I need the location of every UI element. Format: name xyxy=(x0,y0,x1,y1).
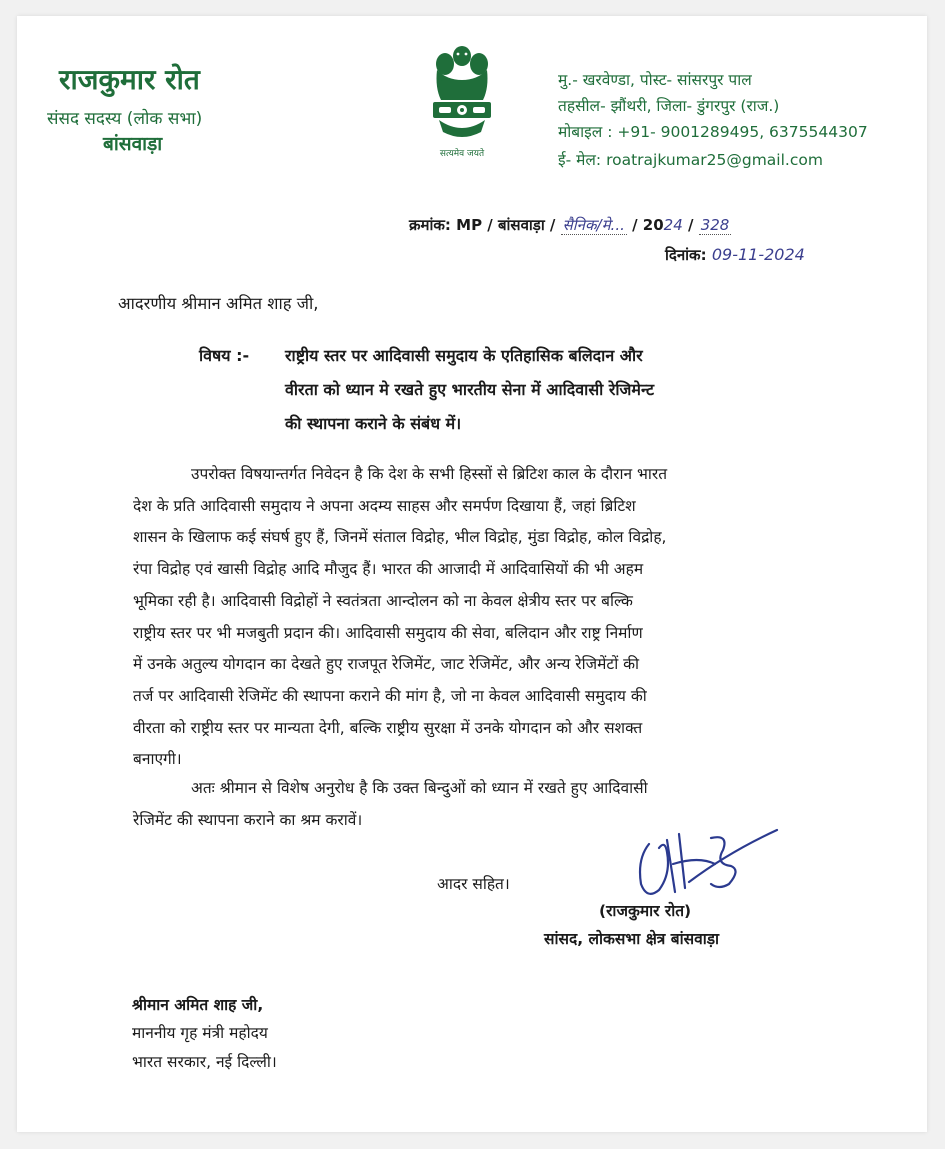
subject-line: वीरता को ध्यान मे रखते हुए भारतीय सेना में आदिवासी रेजिमेन्ट xyxy=(285,380,655,399)
date-label: दिनांक: xyxy=(665,246,707,264)
letterhead-address-line2: तहसील- झौंथरी, जिला- डुंगरपुर (राज.) xyxy=(558,97,780,115)
recipient-line: भारत सरकार, नई दिल्ली। xyxy=(132,1053,277,1071)
body-line: भूमिका रही है। आदिवासी विद्रोहों ने स्वतंत्रता आन्दोलन को ना केवल क्षेत्रीय स्तर पर बल्कि xyxy=(133,591,633,610)
reference-number-handwritten: 328 xyxy=(700,216,730,234)
letterhead-designation: संसद सदस्य (लोक सभा) xyxy=(47,109,203,129)
signer-title: सांसद, लोकसभा क्षेत्र बांसवाड़ा xyxy=(544,930,720,948)
letterhead-constituency: बांसवाड़ा xyxy=(103,133,163,155)
body-line: अतः श्रीमान से विशेष अनुरोध है कि उक्त बिन्दुओं को ध्यान में रखते हुए आदिवासी xyxy=(191,779,648,797)
subject-line: की स्थापना कराने के संबंध में। xyxy=(285,414,462,433)
email-label: ई- मेल: xyxy=(558,151,602,169)
date-handwritten: 09-11-2024 xyxy=(711,245,805,264)
handwritten-signature xyxy=(619,804,784,914)
body-line: बनाएगी। xyxy=(133,750,182,769)
letterhead-mobile xyxy=(558,120,868,142)
mobile-label: मोबाइल : xyxy=(558,123,613,141)
letterhead-email xyxy=(558,148,823,170)
letterhead-name: राजकुमार रोत xyxy=(59,63,200,96)
closing: आदर सहित। xyxy=(437,875,510,893)
subject-line: राष्ट्रीय स्तर पर आदिवासी समुदाय के एतिहासिक बलिदान और xyxy=(285,346,643,365)
email-address: roatrajkumar25@gmail.com xyxy=(606,151,823,169)
salutation: आदरणीय श्रीमान अमित शाह जी, xyxy=(118,294,319,313)
letter-date xyxy=(665,245,805,265)
reference-year-prefix: / 20 xyxy=(632,216,664,234)
recipient-line: श्रीमान अमित शाह जी, xyxy=(132,996,264,1014)
body-line: रेजिमेंट की स्थापना कराने का श्रम करावें। xyxy=(133,810,363,829)
reference-prefix: MP / बांसवाड़ा / xyxy=(456,216,556,234)
letterhead-address-line1: मु.- खरवेण्डा, पोस्ट- सांसरपुर पाल xyxy=(558,71,752,89)
body-paragraph-1 xyxy=(133,459,843,776)
letter-page xyxy=(17,16,927,1132)
reference-number: क्रमांक: MP / बांसवाड़ा / सैनिक/मे... / 2024 / 328 xyxy=(409,216,730,234)
body-line: राष्ट्रीय स्तर पर भी मजबुती प्रदान की। आदिवासी समुदाय की सेवा, बलिदान और राष्ट्र निर्माण xyxy=(133,623,643,642)
reference-year-handwritten: 24 xyxy=(663,216,683,234)
body-line: में उनके अतुल्य योगदान का देखते हुए राजपूत रेजिमेंट, जाट रेजिमेंट, और अन्य रेजिमेंटों की xyxy=(133,655,640,674)
emblem-motto: सत्यमेव जयते xyxy=(439,149,485,159)
recipient-line: माननीय गृह मंत्री महोदय xyxy=(132,1024,268,1042)
subject-label: विषय :- xyxy=(199,346,250,365)
mobile-number: +91- 9001289495, 6375544307 xyxy=(617,123,868,141)
reference-label: क्रमांक: xyxy=(409,216,451,234)
body-line: उपरोक्त विषयान्तर्गत निवेदन है कि देश के सभी हिस्सों से ब्रिटिश काल के दौरान भारत xyxy=(191,465,668,483)
reference-dept-handwritten: सैनिक/मे... xyxy=(562,216,625,234)
body-line: शासन के खिलाफ कई संघर्ष हुए हैं, जिनमें संताल विद्रोह, भील विद्रोह, मुंडा विद्रोह, कोल विद्रोह, xyxy=(133,528,667,547)
body-line: रंपा विद्रोह एवं खासी विद्रोह आदि मौजुद हैं। भारत की आजादी में आदिवासियों की भी अहम xyxy=(133,560,644,579)
body-line: देश के प्रति आदिवासी समुदाय ने अपना अदम्य साहस और समर्पण दिखाया हैं, जहां ब्रिटिश xyxy=(133,496,636,515)
signer-name: (राजकुमार रोत) xyxy=(599,902,692,920)
body-line: तर्ज पर आदिवासी रेजिमेंट की स्थापना कराने की मांग है, जो ना केवल आदिवासी समुदाय की xyxy=(133,686,647,705)
body-line: वीरता को राष्ट्रीय स्तर पर मान्यता देगी, बल्कि राष्ट्रीय सुरक्षा में उनके योगदान को और सशक्त xyxy=(133,718,643,737)
national-emblem-icon xyxy=(425,40,499,160)
